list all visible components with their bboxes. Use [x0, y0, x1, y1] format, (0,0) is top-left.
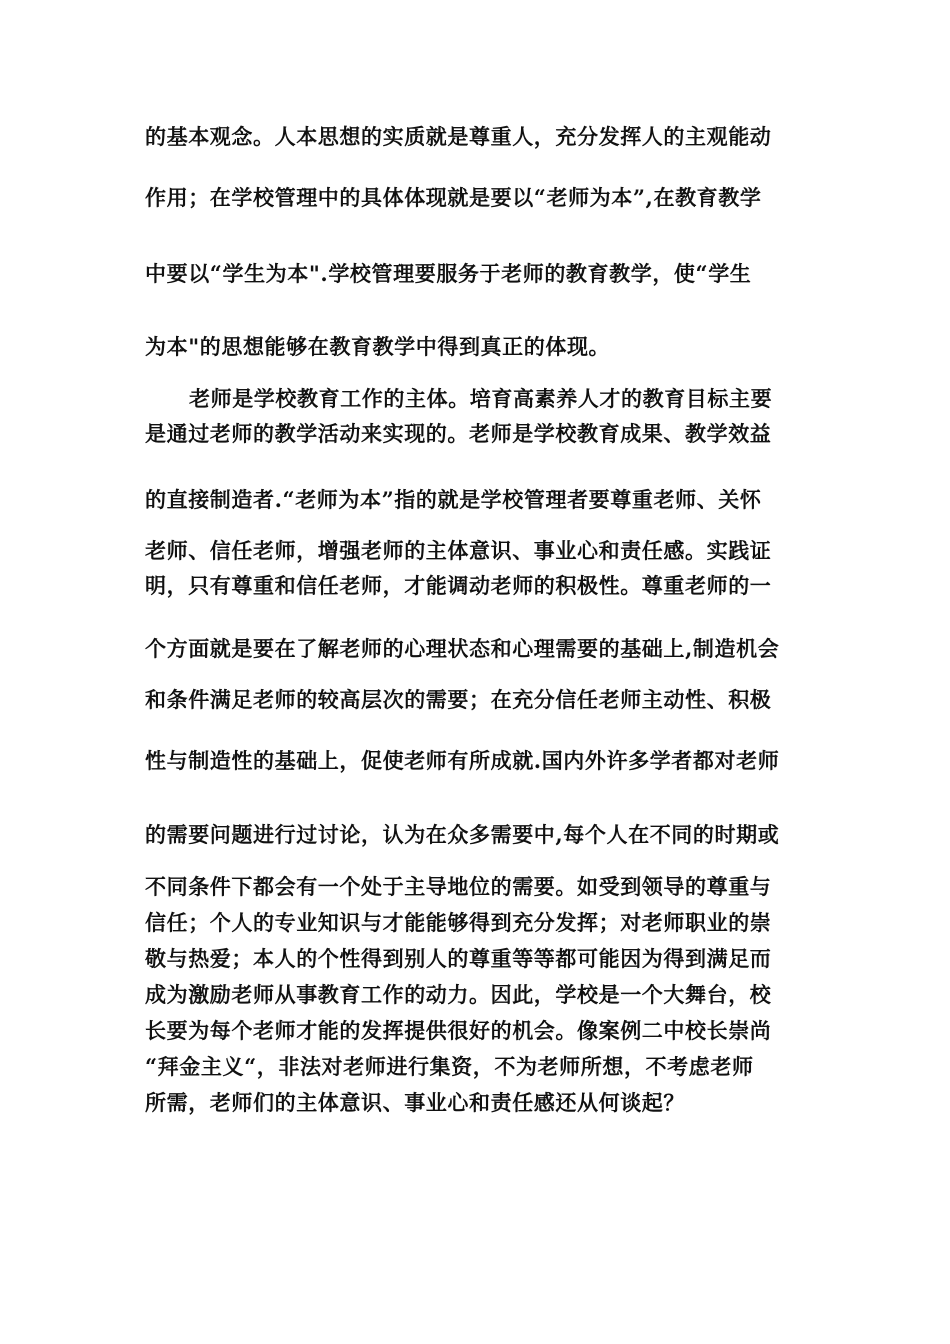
text-line-3: 中要以“学生为本".学校管理要服务于老师的教育教学，使“学生 — [145, 261, 752, 286]
text-line-20: 所需，老师们的主体意识、事业心和责任感还从何谈起？ — [145, 1090, 685, 1115]
text-line-1: 的基本观念。人本思想的实质就是尊重人，充分发挥人的主观能动 — [145, 124, 772, 149]
text-line-10: 个方面就是要在了解老师的心理状态和心理需要的基础上,制造机会 — [145, 636, 780, 661]
text-line-14: 不同条件下都会有一个处于主导地位的需要。如受到领导的尊重与 — [145, 874, 772, 899]
text-line-2: 作用；在学校管理中的具体体现就是要以“老师为本”,在教育教学 — [145, 185, 762, 210]
text-line-13: 的需要问题进行过讨论，认为在众多需要中,每个人在不同的时期或 — [145, 822, 780, 847]
text-line-12: 性与制造性的基础上，促使老师有所成就.国内外许多学者都对老师 — [145, 748, 780, 773]
text-line-17: 成为激励老师从事教育工作的动力。因此，学校是一个大舞台，校 — [145, 982, 772, 1007]
text-line-16: 敬与热爱；本人的个性得到别人的尊重等等都可能因为得到满足而 — [145, 946, 772, 971]
text-line-9: 明，只有尊重和信任老师，才能调动老师的积极性。尊重老师的一 — [145, 573, 772, 598]
text-line-11: 和条件满足老师的较高层次的需要；在充分信任老师主动性、积极 — [145, 687, 772, 712]
text-line-8: 老师、信任老师，增强老师的主体意识、事业心和责任感。实践证 — [145, 538, 772, 563]
text-line-4: 为本"的思想能够在教育教学中得到真正的体现。 — [145, 334, 611, 359]
text-line-15: 信任；个人的专业知识与才能能够得到充分发挥；对老师职业的崇 — [145, 910, 772, 935]
text-line-5: 老师是学校教育工作的主体。培育高素养人才的教育目标主要 — [189, 386, 773, 411]
text-line-18: 长要为每个老师才能的发挥提供很好的机会。像案例二中校长崇尚 — [145, 1018, 772, 1043]
text-line-19: “拜金主义“，非法对老师进行集资，不为老师所想，不考虑老师 — [145, 1054, 754, 1079]
text-line-7: 的直接制造者.“老师为本”指的就是学校管理者要尊重老师、关怀 — [145, 487, 762, 512]
text-line-6: 是通过老师的教学活动来实现的。老师是学校教育成果、教学效益 — [145, 421, 772, 446]
